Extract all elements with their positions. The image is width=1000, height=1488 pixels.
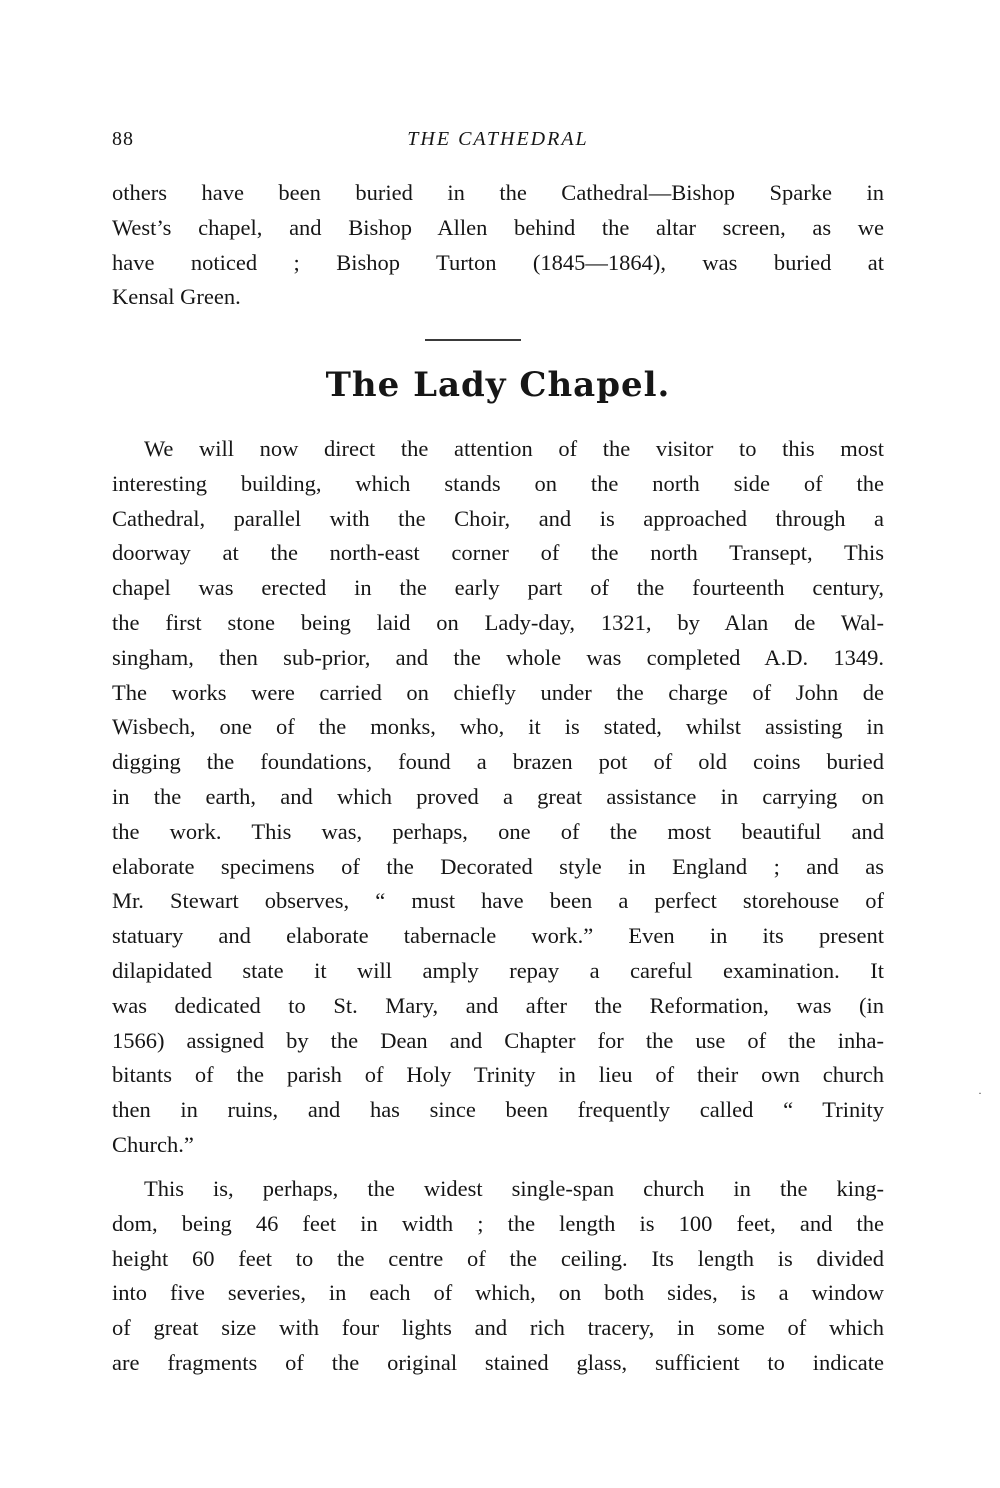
paragraph-dimensions [112,1172,884,1381]
text-line: in the earth, and which proved a great assistance in carrying on [112,783,884,809]
margin-speck: · [978,1086,982,1100]
text-line: dilapidated state it will amply repay a careful examination. It [112,957,884,983]
text-line: into five severies, in each of which, on both sides, is a window [112,1280,884,1306]
text-line: of great size with four lights and rich tracery, in some of which [112,1315,884,1341]
text-line: singham, then sub-prior, and the whole was completed A.D. 1349. [112,644,884,670]
text-line: Kensal Green. [112,284,241,310]
text-line: elaborate specimens of the Decorated style in England ; and as [112,853,884,879]
text-line: others have been buried in the Cathedral—Bishop Sparke in [112,180,884,205]
intro-paragraph [112,176,884,315]
paragraph-lady-chapel [112,432,884,1163]
text-line: Wisbech, one of the monks, who, it is stated, whilst assisting in [112,714,884,740]
text-line: digging the foundations, found a brazen pot of old coins buried [112,749,884,775]
text-line: dom, being 46 feet in width ; the length is 100 feet, and the [112,1210,884,1236]
text-line: the work. This was, perhaps, one of the most beautiful and [112,818,884,844]
section-title: The Lady Chapel. [325,365,671,405]
text-line: are fragments of the original stained glass, sufficient to indicate [112,1349,884,1375]
text-line: have noticed ; Bishop Turton (1845—1864), was buried at [112,249,884,275]
text-line: was dedicated to St. Mary, and after the Reformation, was (in [112,992,884,1018]
text-line: Cathedral, parallel with the Choir, and is approached through a [112,505,884,531]
text-line: Mr. Stewart observes, “ must have been a perfect storehouse of [112,888,884,914]
page-header [112,128,884,158]
text-line: height 60 feet to the centre of the ceiling. Its length is divided [112,1245,884,1271]
text-line: statuary and elaborate tabernacle work.” Even in its present [112,923,884,949]
text-line: the first stone being laid on Lady-day, 1321, by Alan de Wal- [112,609,884,635]
page-number: 88 [112,128,134,150]
text-line: West’s chapel, and Bishop Allen behind the altar screen, as we [112,214,884,240]
text-line: This is, perhaps, the widest single-span church in the king- [144,1176,884,1201]
text-line: chapel was erected in the early part of the fourteenth century, [112,575,884,601]
text-line: Church.” [112,1131,194,1157]
text-line: then in ruins, and has since been frequently called “ Trinity [112,1097,884,1123]
text-line: doorway at the north-east corner of the north Transept, This [112,540,884,566]
section-divider [425,339,521,341]
text-line: We will now direct the attention of the visitor to this most [144,436,884,461]
text-line: The works were carried on chiefly under the charge of John de [112,679,884,705]
running-head: THE CATHEDRAL [407,128,589,150]
text-line: interesting building, which stands on the north side of the [112,470,884,496]
text-line: 1566) assigned by the Dean and Chapter for the use of the inha- [112,1027,884,1053]
text-line: bitants of the parish of Holy Trinity in lieu of their own church [112,1062,884,1088]
